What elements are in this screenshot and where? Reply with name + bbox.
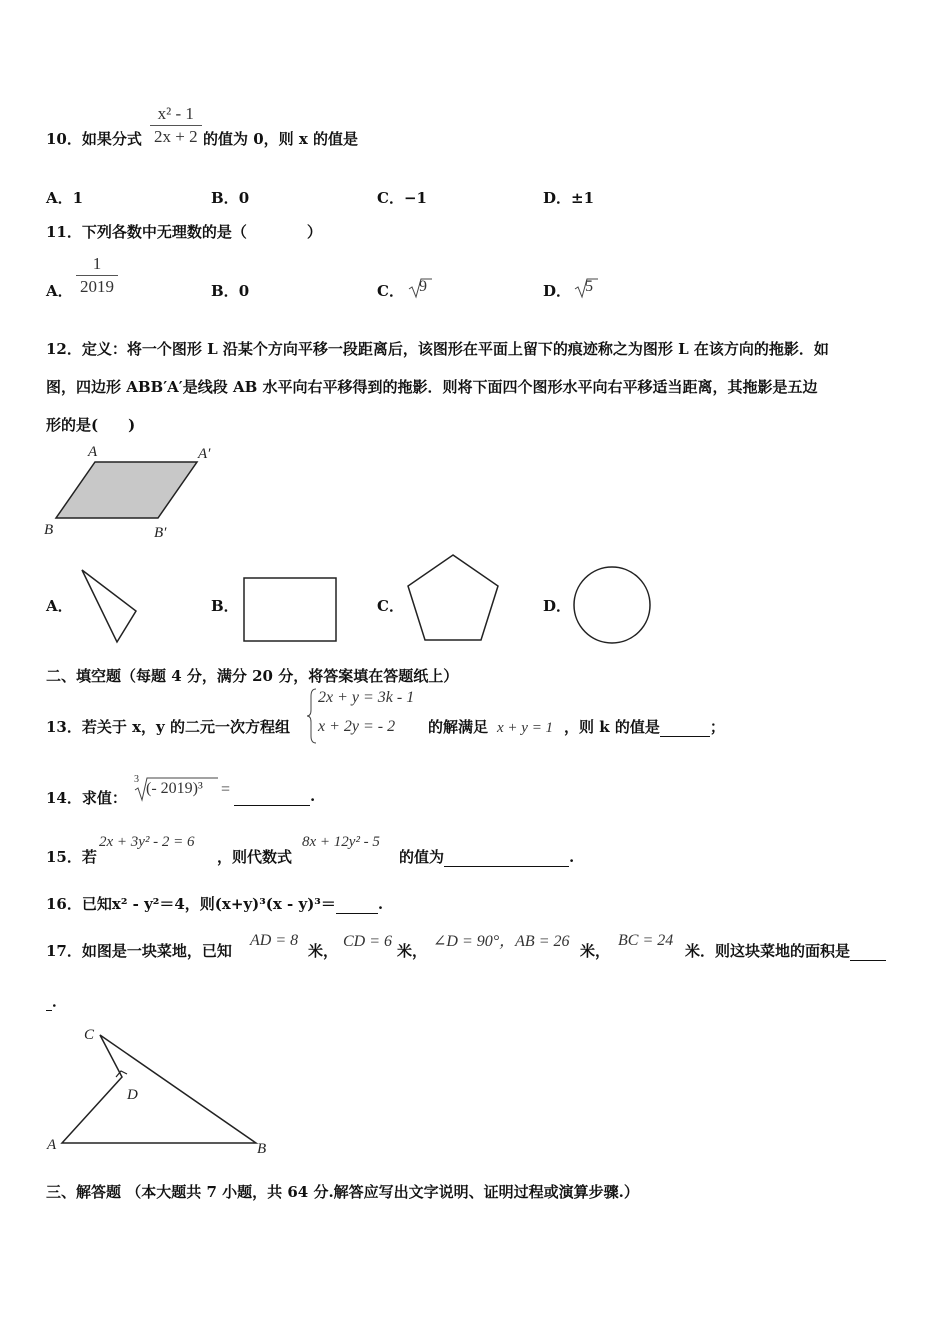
q13-equation-1: 2x + y = 3k - 1 (318, 689, 415, 706)
q17-unit-1: 米， (308, 942, 339, 960)
answer-blank[interactable] (234, 787, 310, 806)
q17-angle: ∠D = 90°，AB = 26 (433, 933, 570, 950)
q15-text-post: 的值为 . (399, 848, 575, 866)
q17-ad: AD = 8 (250, 932, 299, 949)
q12-line-2: 图，四边形 ABB′A′是线段 AB 水平向右平移得到的拖影．则将下面四个图形水平向右平移适当距离，其拖影是五边 (46, 378, 818, 396)
question-number: 10． (46, 130, 82, 148)
label-b: B (44, 522, 54, 538)
q11-option-b: B．0 (211, 282, 250, 300)
q12-line-1: 12．定义：将一个图形 L 沿某个方向平移一段距离后，该图形在平面上留下的痕迹称之为图形 L 在该方向的拖影．如 (46, 340, 829, 358)
q17-unit-3: 米， (580, 942, 611, 960)
q16-expression: x² - y²＝4，则(x+y)³(x - y)³＝ (111, 895, 336, 913)
label-d: D (127, 1087, 138, 1103)
q14-root-index: 3 (134, 774, 139, 785)
q15-stem: 15．若 (46, 848, 97, 866)
label-c: C (84, 1027, 95, 1043)
q17-bc: BC = 24 (618, 932, 674, 949)
answer-blank[interactable] (444, 848, 569, 867)
q12-line-3: 形的是( ) (46, 416, 136, 434)
label-a-prime: A′ (198, 446, 211, 462)
q12-option-a-label: A． (46, 597, 73, 615)
q15-expression-2: 8x + 12y² - 5 (302, 834, 380, 850)
q10-option-b: B．0 (211, 189, 250, 207)
q17-text-post: 米．则这块菜地的面积是 (685, 940, 886, 961)
q12-option-b-rectangle (243, 577, 338, 643)
label-b-prime: B′ (154, 525, 167, 541)
q16-stem: 16．已知x² - y²＝4，则(x+y)³(x - y)³＝ . (46, 895, 384, 913)
q11-option-d-label: D． (543, 282, 572, 300)
q17-stem: 17．如图是一块菜地，已知 (46, 942, 232, 960)
q10-option-a: A．1 (46, 189, 84, 207)
q12-option-c-label: C． (377, 597, 404, 615)
q14-radicand: (- 2019)³ (146, 780, 203, 797)
q14-equals: = (221, 781, 231, 798)
label-a: A (47, 1137, 57, 1153)
q14-stem: 14．求值： (46, 789, 127, 807)
brace-icon (306, 688, 318, 744)
q10-stem-post: 的值为 0，则 x 的值是 (203, 130, 359, 148)
q15-text-mid: ，则代数式 (217, 848, 293, 866)
q11-option-c-radicand: 9 (419, 278, 427, 295)
label-a: A (88, 444, 98, 460)
q13-text-post: ，则 k 的值是 ； (564, 718, 725, 736)
section-2-title: 二、填空题（每题 4 分，满分 20 分，将答案填在答题纸上） (46, 667, 459, 685)
q10-option-d: D．±1 (543, 189, 595, 207)
q13-stem: 13．若关于 x，y 的二元一次方程组 (46, 718, 290, 736)
q13-text-mid: 的解满足 (428, 718, 489, 736)
q14-answer: . (234, 787, 315, 806)
q17-quadrilateral-figure (40, 1022, 280, 1162)
answer-blank[interactable] (336, 895, 378, 914)
q17-line-2: ． (46, 990, 67, 1011)
q12-option-a-triangle (80, 568, 140, 644)
q17-unit-2: 米， (397, 942, 428, 960)
q11-option-d-radicand: 5 (585, 278, 593, 295)
q11-option-c-label: C． (377, 282, 404, 300)
q11-stem: 11．下列各数中无理数的是（ ） (46, 223, 322, 241)
q12-option-d-label: D． (543, 597, 572, 615)
q12-parallelogram-figure (40, 440, 230, 545)
q10-fraction: $\frac{\text{x² - 1}}{2x + 2}$ (150, 104, 202, 147)
figure-outline (62, 1035, 256, 1143)
answer-blank[interactable] (850, 942, 886, 961)
answer-blank[interactable] (660, 718, 710, 737)
q15-expression-1: 2x + 3y² - 2 = 6 (99, 834, 195, 850)
section-3-title: 三、解答题 （本大题共 7 小题，共 64 分.解答应写出文字说明、证明过程或演算步骤.） (46, 1183, 639, 1201)
q10-option-c: C．−1 (377, 189, 427, 207)
q13-condition: x + y = 1 (497, 720, 554, 736)
q12-option-c-pentagon (405, 553, 501, 643)
q12-option-d-circle (571, 564, 653, 646)
q11-option-a-fraction: $\frac{1}{2019}$ (76, 254, 118, 297)
parallelogram-shape (56, 462, 197, 518)
q13-equation-2: x + 2y = - 2 (318, 718, 396, 735)
q10-stem: 10．如果分式 (46, 130, 142, 148)
q12-option-b-label: B． (211, 597, 239, 615)
q17-cd: CD = 6 (343, 933, 393, 950)
label-b: B (257, 1141, 267, 1157)
q11-option-a-label: A． (46, 282, 73, 300)
